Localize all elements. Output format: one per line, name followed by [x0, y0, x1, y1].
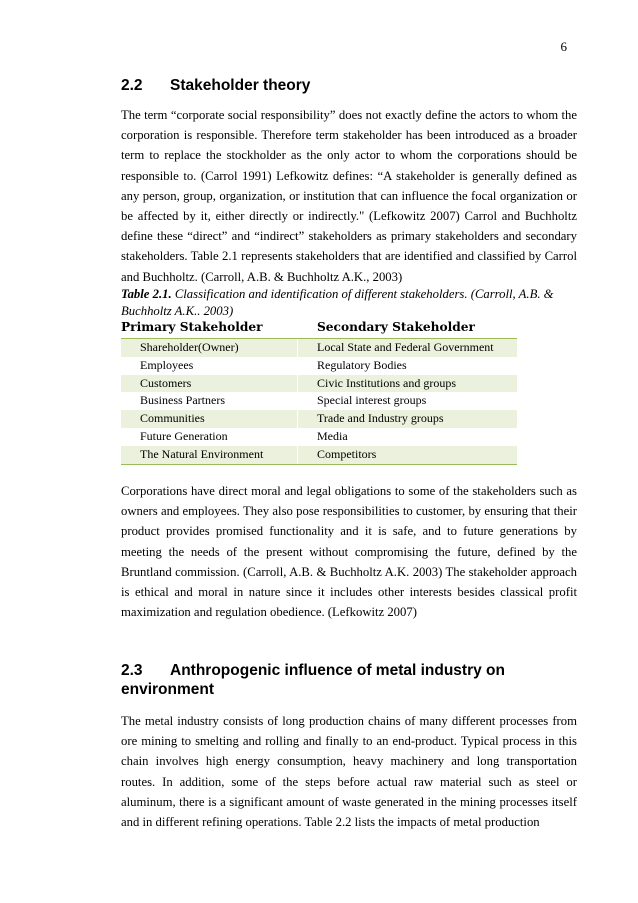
table-header: [121, 320, 521, 338]
section-2-2-paragraph: The term “corporate social responsibility” does not exactly define the actors to whom the corporation is responsible. Therefore term stakeholder has been introduced as a broader term to replace the stockholder as the only actor to whom the corporations should be responsible to. (Carrol 1991) Lefkowitz defines: “A stakeholder is generally defined as any person, group, organization, or institution that can influence the focal organization or be affected by it, either directly or indirectly." (Lefkowitz 2007) Carrol and Buchholtz define these “direct” and “indirect” stakeholders as primary stakeholders and secondary stakeholders. Table 2.1 represents stakeholders that are identified and classified by Carrol and Buchholtz. (Carroll, A.B. & Buchholtz A.K., 2003): [121, 108, 577, 284]
section-2-3-title-line2: environment: [121, 681, 215, 698]
table-header-secondary: Secondary Stakeholder: [317, 320, 475, 334]
table-row: [121, 446, 517, 464]
table-cell-secondary: Competitors: [317, 446, 377, 461]
section-2-3-heading: [121, 661, 505, 699]
table-cell-primary: The Natural Environment: [121, 446, 298, 464]
table-caption-label: Table 2.1.: [121, 287, 172, 301]
table-row: [121, 392, 517, 410]
table-cell-primary: Employees: [121, 357, 298, 375]
section-2-3-number: 2.3: [121, 662, 143, 679]
stakeholder-table: [121, 338, 517, 465]
table-cell-primary: Customers: [121, 375, 298, 393]
section-2-3-title-line1: Anthropogenic influence of metal industry on: [170, 662, 505, 679]
table-row: [121, 375, 517, 393]
table-row: [121, 339, 517, 357]
table-cell-secondary: Media: [317, 428, 348, 443]
table-row: [121, 357, 517, 375]
section-2-3-paragraph: The metal industry consists of long production chains of many different processes from ore mining to smelting and rolling and finally to an end-product. Typical process in this chain involves high energy consumption, heavy machinery and long transportation routes. In addition, some of the steps before actual raw material such as steel or aluminum, there is a significant amount of waste generated in the mining processes itself and in different refining operations. Table 2.2 lists the impacts of metal production: [121, 714, 577, 830]
table-row: [121, 410, 517, 428]
table-cell-secondary: Local State and Federal Government: [317, 340, 494, 354]
table-cell-secondary: Trade and Industry groups: [317, 411, 444, 426]
table-caption: [121, 286, 577, 319]
table-cell-secondary: Civic Institutions and groups: [317, 375, 456, 390]
table-cell-secondary: Special interest groups: [317, 393, 427, 408]
section-2-2-heading: [121, 76, 310, 95]
paragraph-after-table: Corporations have direct moral and legal obligations to some of the stakeholders such as owners and employees. They also pose responsibilities to customer, by ensuring that their product provides promised functionality and it is safe, and to future generations by meeting the needs of the present without compromising the future, defined by the Bruntland commission. (Carroll, A.B. & Buchholtz A.K. 2003) The stakeholder approach is ethical and moral in nature since it includes other interests besides classical profit maximization and regulation obedience. (Lefkowitz 2007): [121, 484, 577, 620]
table-row: [121, 428, 517, 446]
page-number: 6: [560, 39, 567, 54]
table-cell-primary: Communities: [121, 410, 298, 428]
table-caption-text: Classification and identification of different stakeholders. (Carroll, A.B. & Buchholtz A.K.. 2003): [121, 287, 554, 318]
table-cell-primary: Future Generation: [121, 428, 298, 446]
section-2-2-number: 2.2: [121, 77, 143, 94]
table-cell-primary: Shareholder(Owner): [121, 339, 298, 357]
table-header-primary: Primary Stakeholder: [121, 320, 263, 334]
table-cell-primary: Business Partners: [121, 392, 298, 410]
table-cell-secondary: Regulatory Bodies: [317, 357, 407, 372]
section-2-2-title: Stakeholder theory: [170, 77, 311, 94]
